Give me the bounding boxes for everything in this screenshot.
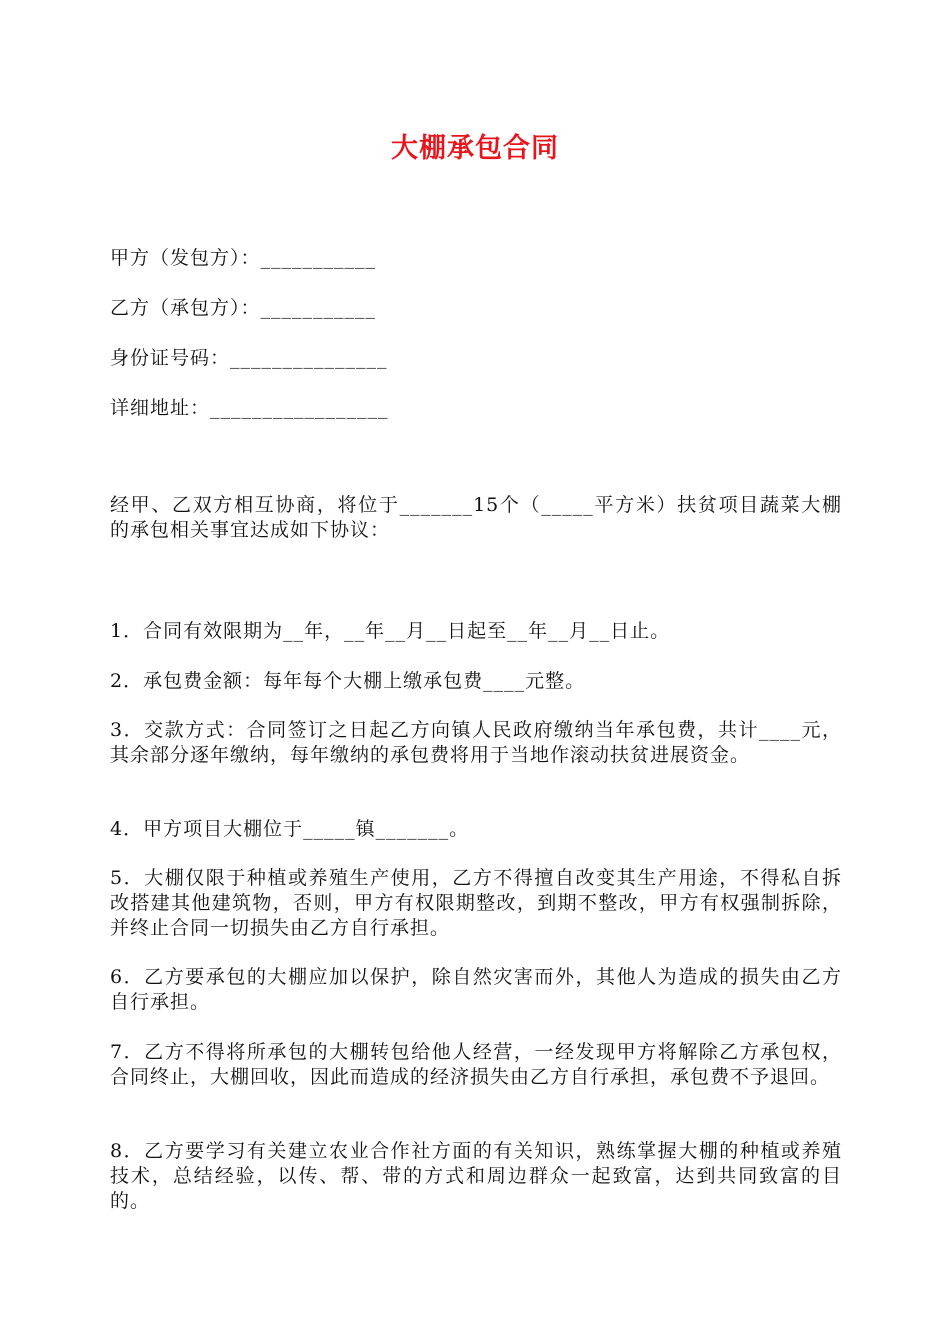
party-a-field: 甲方（发包方）：___________: [110, 247, 377, 269]
clause-7: 7．乙方不得将所承包的大棚转包给他人经营，一经发现甲方将解除乙方承包权，合同终止，大棚回收，因此而造成的经济损失由乙方自行承担，承包费不予退回。: [110, 1041, 842, 1088]
clause-1: 1．合同有效限期为__年，__年__月__日起至__年__月__日止。: [110, 620, 671, 642]
clause-5: 5．大棚仅限于种植或养殖生产使用，乙方不得擅自改变其生产用途，不得私自拆改搭建其他建筑物，否则，甲方有权限期整改，到期不整改，甲方有权强制拆除，并终止合同一切损失由乙方自行承担。: [110, 867, 842, 939]
intro-paragraph: 经甲、乙双方相互协商，将位于_______15个（_____平方米）扶贫项目蔬菜大棚的承包相关事宜达成如下协议：: [110, 494, 842, 541]
clause-3: 3．交款方式：合同签订之日起乙方向镇人民政府缴纳当年承包费，共计____元，其余部分逐年缴纳，每年缴纳的承包费将用于当地作滚动扶贫进展资金。: [110, 719, 842, 766]
clause-6: 6．乙方要承包的大棚应加以保护，除自然灾害而外，其他人为造成的损失由乙方自行承担。: [110, 966, 842, 1013]
address-field: 详细地址：_________________: [110, 397, 389, 419]
document-title: 大棚承包合同: [391, 133, 559, 164]
party-b-field: 乙方（承包方）：___________: [110, 297, 377, 319]
id-number-field: 身份证号码：_______________: [110, 347, 388, 369]
clause-4: 4．甲方项目大棚位于_____镇_______。: [110, 818, 470, 840]
clause-2: 2．承包费金额：每年每个大棚上缴承包费____元整。: [110, 670, 586, 692]
clause-8: 8．乙方要学习有关建立农业合作社方面的有关知识，熟练掌握大棚的种植或养殖技术，总结经验，以传、帮、带的方式和周边群众一起致富，达到共同致富的目的。: [110, 1140, 842, 1212]
